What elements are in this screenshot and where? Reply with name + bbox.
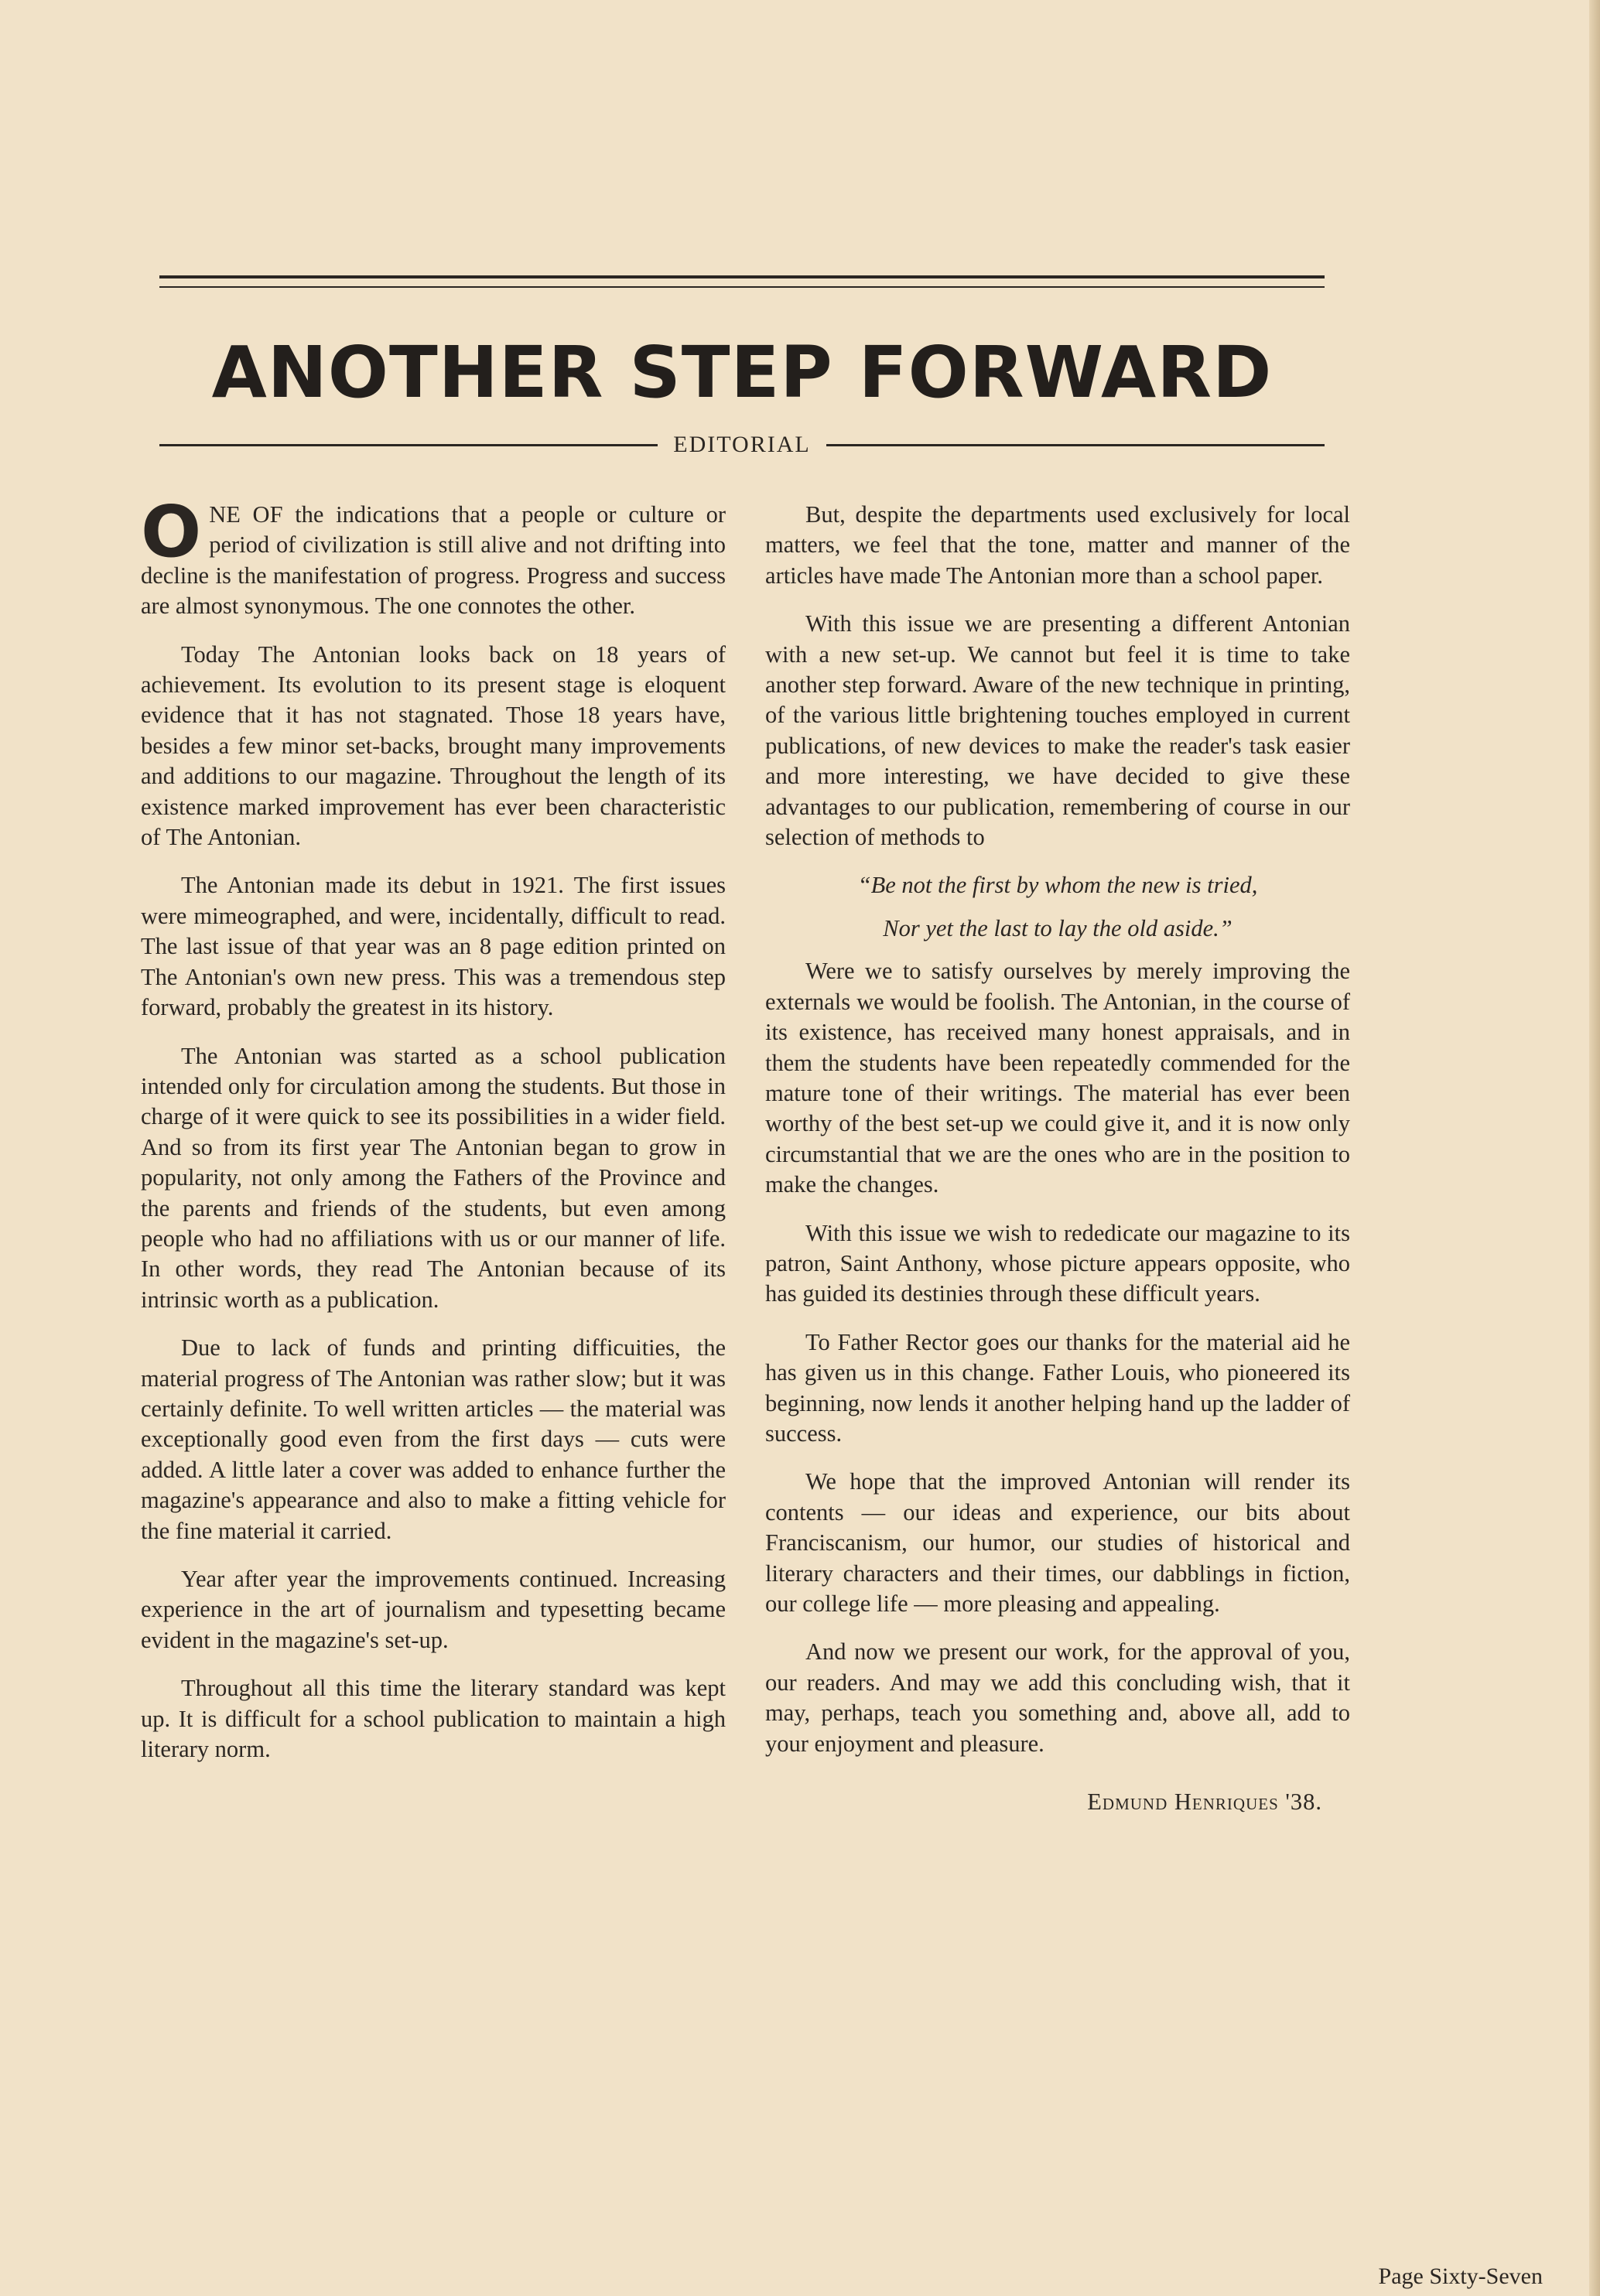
paragraph <box>141 490 726 622</box>
paragraph: Throughout all this time the literary standard was kept up. It is difficult for a school publication to maintain a high literary norm. <box>141 1675 726 1763</box>
quote-line: Nor yet the last to lay the old aside.” <box>883 914 1232 941</box>
paragraph: And now we present our work, for the approval of you, our readers. And may we add this concluding wish, that it may, perhaps, teach you something and, above all, add to your enjoyment and pleasure. <box>765 1638 1350 1757</box>
paragraph: Due to lack of funds and printing difficuities, the material progress of The Antonian was rather slow; but it was certainly definite. To well written articles — the material was exceptionally good even from the first days — cuts were added. A little later a cover was added to enhance further the magazine's appearance and also to make a fitting vehicle for the fine material it carried. <box>141 1334 726 1544</box>
paragraph: Year after year the improvements continued. Increasing experience in the art of journalism and typesetting became evident in the magazine's set-up. <box>141 1566 726 1653</box>
page-edge <box>1589 0 1600 2296</box>
paragraph: With this issue we are presenting a different Antonian with a new set-up. We cannot but feel it is time to take another step forward. Aware of the new technique in printing, of the various little brightening touches employed in current publications, of new devices to make the reader's task easier and more interesting, we have decided to give these advantages to our publication, remembering of course in our selection of methods to <box>765 610 1350 851</box>
byline-rule-left <box>159 444 658 446</box>
author-signature: Edmund Henriques '38. <box>1087 1789 1322 1816</box>
paragraph: But, despite the departments used exclusively for local matters, we feel that the tone, matter and manner of the articles have made The Antonian more than a school paper. <box>765 501 1350 589</box>
paragraph: With this issue we wish to rededicate our magazine to its patron, Saint Anthony, whose picture appears opposite, who has guided its destinies through these difficult years. <box>765 1219 1350 1307</box>
left-column <box>141 490 726 1782</box>
drop-cap: O <box>141 490 202 573</box>
article-title: ANOTHER STEP FORWARD <box>211 331 1273 414</box>
page-number: Page Sixty-Seven <box>1378 2264 1543 2289</box>
paragraph: To Father Rector goes our thanks for the material aid he has given us in this change. Father Louis, who pioneered its beginning, now lends it another helping hand up the ladder of success. <box>765 1328 1350 1447</box>
header-rule-thick <box>159 275 1325 278</box>
quote-line: “Be not the first by whom the new is tried, <box>857 872 1258 899</box>
header-rule-thin <box>159 286 1325 288</box>
paragraph: The Antonian made its debut in 1921. The first issues were mimeographed, and were, incidentally, difficult to read. The last issue of that year was an 8 page edition printed on The Antonian's own new press. This was a tremendous step forward, probably the greatest in its history. <box>141 872 726 1021</box>
paragraph: The Antonian was started as a school publication intended only for circulation among the students. But those in charge of it were quick to see its possibilities in a wider field. And so from its first year The Antonian began to grow in popularity, not only among the Fathers of the Province and the parents and friends of the students, but even among people who had no affiliations with us or our manner of life. In other words, they read The Antonian because of its intrinsic worth as a publication. <box>141 1042 726 1313</box>
paragraph: Today The Antonian looks back on 18 years of achievement. Its evolution to its present stage is eloquent evidence that it has not stagnated. Those 18 years have, besides a few minor set-backs, brought many improvements and additions to our magazine. Throughout the length of its existence marked improvement has ever been characteristic of The Antonian. <box>141 641 726 851</box>
section-byline <box>159 432 1325 458</box>
paragraph: We hope that the improved Antonian will render its contents — our ideas and experience, our bits about Franciscanism, our humor, our studies of historical and literary characters and their times, our dabblings in fiction, our college life — more pleasing and appealing. <box>765 1468 1350 1617</box>
right-column <box>765 500 1350 1835</box>
paragraph-text: NE OF the indications that a people or culture or period of civilization is still alive and not drifting into decline is the manifestation of progress. Progress and success are almost synonymous. The one connotes the other. <box>141 501 726 620</box>
section-label: EDITORIAL <box>673 432 811 457</box>
byline-rule-right <box>826 444 1325 446</box>
paragraph: Were we to satisfy ourselves by merely improving the externals we would be foolish. The Antonian, in the course of its existence, has received many honest appraisals, and in them the students have been repeatedly commended for the mature tone of their writings. The material has ever been worthy of the best set-up we could give it, and it is now only circumstantial that we are the ones who are in the position to make the changes. <box>765 958 1350 1198</box>
